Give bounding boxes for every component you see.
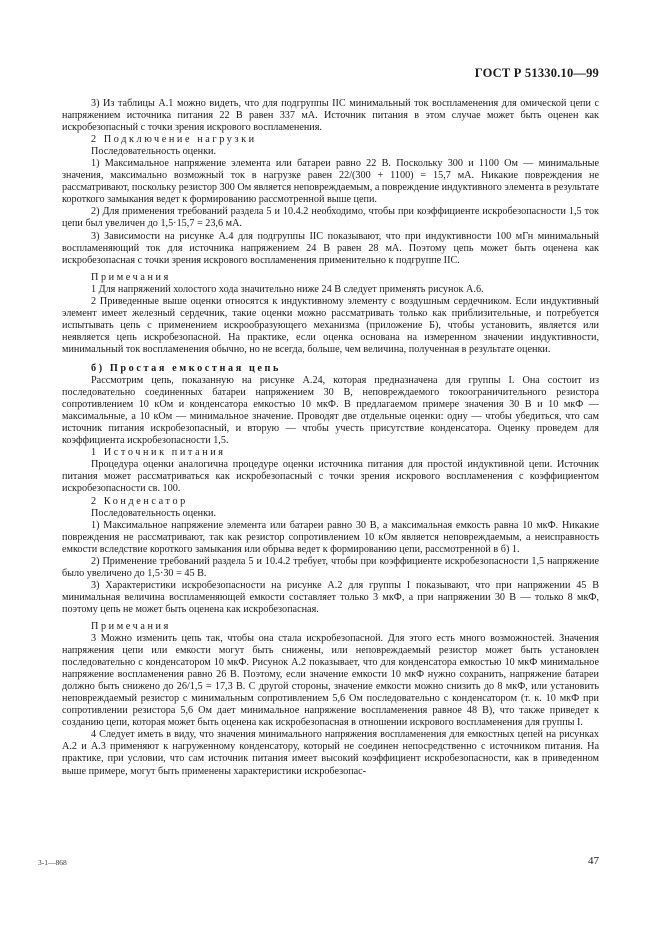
document-body — [62, 98, 599, 778]
paragraph: 1) Максимальное напряжение элемента или батареи равно 30 В, а максимальная емкость равна 10 мкФ. Никакие повреждения не рассматривают, так как резистор сопротивлением 10 кОм является неповреждаемым, а неисправность емкости вследствие короткого замыкания или обрыва ведет к формированию цепи, рассмотренной в б) 1. — [62, 519, 599, 555]
paragraph: 3) Характеристики искробезопасности на рисунке А.2 для группы I показывают, что при напряжении 45 В минимальная величина воспламеняющей емкости составляет только 3 мкФ, а при напряжении 30 В — только 8 мкФ, поэтому цепь не может быть оценена как искробезопасная. — [62, 579, 599, 615]
paragraph: 2) Применение требований раздела 5 и 10.4.2 требует, чтобы при коэффициенте искробезопасности 1,5 напряжение было увеличено до 1,5·30 = 45 В. — [62, 555, 599, 579]
notes-heading: Примечания — [91, 271, 171, 283]
paragraph: 1) Максимальное напряжение элемента или батареи равно 22 В. Поскольку 300 и 1100 Ом — минимальные значения, максимально возможный ток в нагрузке равен 22/(300 + 1100) = 15,7 мА. Никакие повреждения не рассматривают, поскольку резистор 300 Ом является неповреждаемым, а повреждение индуктивного элемента в результате короткого замыкания ведет к формированию рассмотренной выше цепи. — [62, 158, 599, 206]
note-paragraph: 3 Можно изменить цепь так, чтобы она стала искробезопасной. Для этого есть много возможностей. Значения напряжения цепи или емкости могут быть снижены, или неповреждаемый резистор может быть установлен последовательно с конденсатором 10 мкФ. Рисунок А.2 показывает, что для конденсатора емкостью 10 мкФ минимальное напряжение воспламенения равно 26 В. Поэтому, если значение емкости 10 мкФ нужно сохранить, напряжение батареи должно быть снижено до 26/1,5 = 17,3 В. С другой стороны, значение емкости можно снизить до 8 мкФ, или установить неповреждаемый резистор с минимальным сопротивлением 5,6 Ом последовательно с конденсатором (т. к. 10 мкФ при сопротивлении резистора 5,6 Ом дает минимальное напряжение воспламенения равное 48 В), что также приведет к созданию цепи, которая может быть оценена как искробезопасная в отношении искрового воспламенения для группы I. — [62, 633, 599, 729]
page-number: 47 — [588, 855, 599, 867]
paragraph: 2) Для применения требований раздела 5 и 10.4.2 необходимо, чтобы при коэффициенте искробезопасности 1,5 ток цепи был увеличен до 1,5·15,7 = 23,6 мА. — [62, 206, 599, 230]
subsection-heading: 2 Конденсатор — [91, 495, 188, 507]
document-standard-id: ГОСТ Р 51330.10—99 — [474, 66, 599, 80]
paragraph: Последовательность оценки. — [91, 507, 217, 519]
print-code: 3-1—868 — [38, 858, 67, 867]
note-paragraph: 1 Для напряжений холостого хода значительно ниже 24 В следует применять рисунок А.6. — [91, 283, 484, 295]
paragraph: Последовательность оценки. — [91, 146, 217, 158]
paragraph: Рассмотрим цепь, показанную на рисунке А.24, которая предназначена для группы I. Она состоит из последовательно соединенных батареи напряжением 30 В, неповреждаемого токоограничительного резистора сопротивлением 10 кОм и конденсатора емкостью 10 мкФ. В предлагаемом примере значения 30 В и 10 мкФ — максимальные, а 10 кОм — минимальное значение. Проводят две отдельные оценки: одну — чтобы убедиться, что сам источник питания искробезопасный, и вторую — чтобы учесть присутствие конденсатора. Оценку проведем для коэффициента искробезопасности 1,5. — [62, 375, 599, 447]
notes-heading: Примечания — [91, 620, 171, 632]
paragraph: 3) Из таблицы А.1 можно видеть, что для подгруппы IIС минимальный ток воспламенения для омической цепи с напряжением источника питания 22 В равен 337 мА. Источник питания в этом случае может быть оценен как искробезопасный с точки зрения искрового воспламенения. — [62, 98, 599, 134]
subsection-heading: 1 Источник питания — [91, 447, 226, 459]
paragraph: Процедура оценки аналогична процедуре оценки источника питания для простой индуктивной цепи. Источник питания может рассматриваться как искробезопасный с точки зрения искрового воспламенения с коэффициентом искробезопасности св. 100. — [62, 459, 599, 495]
paragraph: 3) Зависимости на рисунке А.4 для подгруппы IIС показывают, что при индуктивности 100 мГн минимальный воспламеняющий ток для источника напряжением 24 В равен 28 мА. Поэтому цепь может быть оценена как искробезопасная с точки зрения искрового воспламенения применительно к подгруппе IIС. — [62, 230, 599, 266]
subsection-heading: 2 Подключение нагрузки — [91, 134, 257, 146]
section-heading: б) Простая емкостная цепь — [91, 362, 282, 374]
note-paragraph: 2 Приведенные выше оценки относятся к индуктивному элементу с воздушным сердечником. Если индуктивный элемент имеет железный сердечник, такие оценки можно рассматривать только как приблизительные, и потребуется испытывать цепь с применением искрообразующего механизма (приложение Б), чтобы установить, является или неявляется цепь искробезопасной. На практике, если оценка основана на измеренном значении индуктивности, минимальный ток воспламенения обычно, но не всегда, больше, чем величина, полученная в результате оценки. — [62, 295, 599, 355]
note-paragraph: 4 Следует иметь в виду, что значения минимального напряжения воспламенения для емкостных цепей на рисунках А.2 и А.3 применяют к нагруженному конденсатору, который не соединен непосредственно с источником питания. На практике, при условии, что сам источник питания имеет высокий коэффициент искробезопасности, как в приведенном выше примере, могут быть применены характеристики искробезопас- — [62, 729, 599, 777]
